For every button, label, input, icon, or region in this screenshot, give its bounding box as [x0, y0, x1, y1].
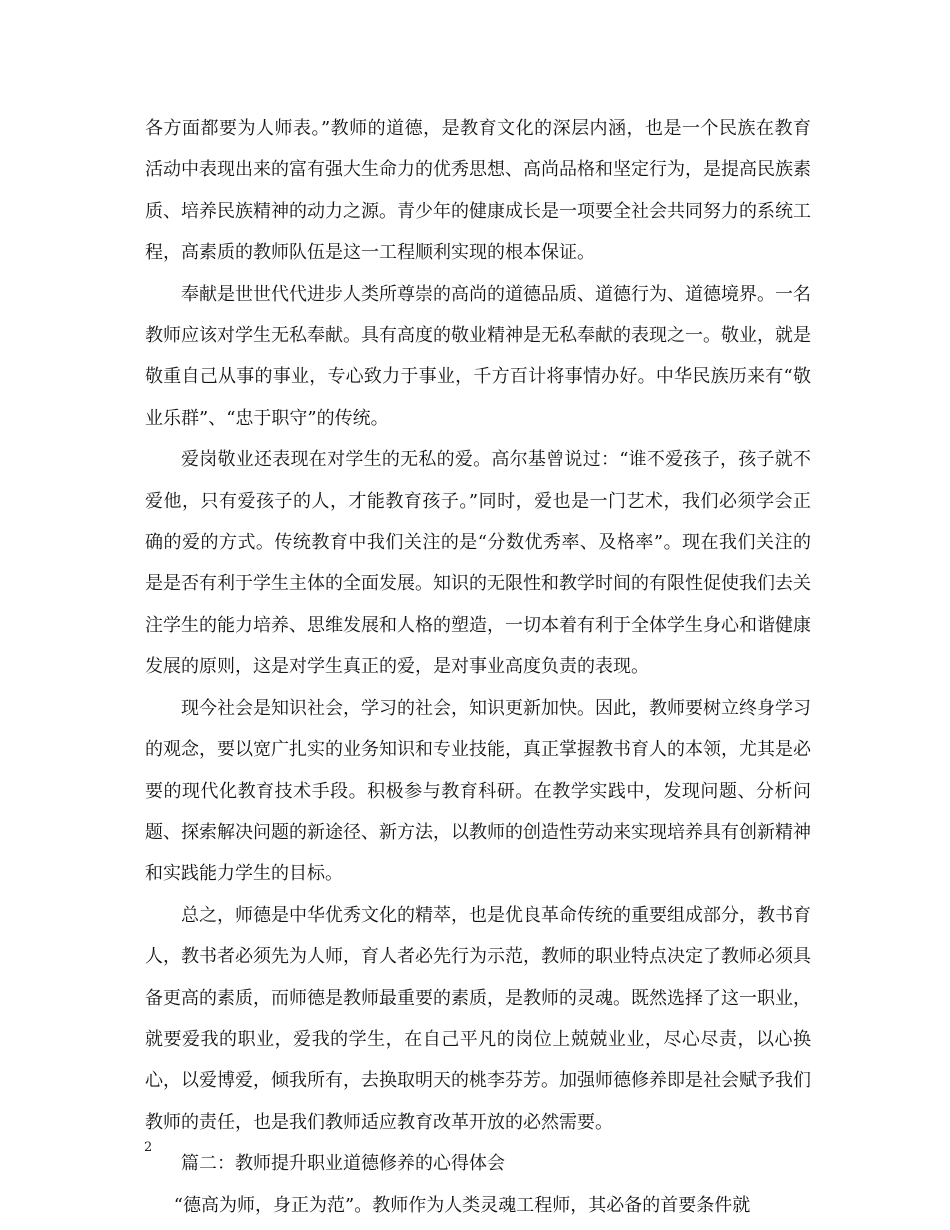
paragraph-1: 各方面都要为人师表。”教师的道德，是教育文化的深层内涵，也是一个民族在教育活动中表现出来的富有强大生命力的优秀思想、高尚品格和坚定行为，是提高民族素质、培养民族精神的动力之源。青少年的健康成长是一项要全社会共同努力的系统工程，高素质的教师队伍是这一工程顺利实现的根本保证。	[145, 118, 811, 264]
paragraph-7: “德高为师，身正为范”。教师作为人类灵魂工程师，其必备的首要条件就	[173, 1194, 751, 1216]
section-heading: 篇二：教师提升职业道德修养的心得体会	[181, 1153, 505, 1175]
paragraph-2: 奉献是世世代代进步人类所尊崇的高尚的道德品质、道德行为、道德境界。一名教师应该对学生无私奉献。具有高度的敬业精神是无私奉献的表现之一。敬业，就是敬重自己从事的事业，专心致力于事业，千方百计将事情办好。中华民族历来有“敬业乐群”、“忠于职守”的传统。	[145, 283, 811, 429]
page-number: 2	[144, 1140, 153, 1155]
paragraph-4: 现今社会是知识社会，学习的社会，知识更新加快。因此，教师要树立终身学习的观念，要以宽广扎实的业务知识和专业技能，真正掌握教书育人的本领，尤其是必要的现代化教育技术手段。积极参与教育科研。在教学实践中，发现问题、分析问题、探索解决问题的新途径、新方法，以教师的创造性劳动来实现培养具有创新精神和实践能力学生的目标。	[145, 697, 811, 885]
paragraph-5: 总之，师德是中华优秀文化的精萃，也是优良革命传统的重要组成部分，教书育人，教书者必须先为人师，育人者必先行为示范，教师的职业特点决定了教师必须具备更高的素质，而师德是教师最重要的素质，是教师的灵魂。既然选择了这一职业，就要爱我的职业，爱我的学生，在自己平凡的岗位上兢兢业业，尽心尽责，以心换心，以爱博爱，倾我所有，去换取明天的桃李芬芳。加强师德修养即是社会赋予我们教师的责任，也是我们教师适应教育改革开放的必然需要。	[145, 904, 811, 1133]
document-body	[145, 108, 811, 1226]
paragraph-3: 爱岗敬业还表现在对学生的无私的爱。高尔基曾说过：“谁不爱孩子，孩子就不爱他，只有爱孩子的人，才能教育孩子。”同时，爱也是一门艺术，我们必须学会正确的爱的方式。传统教育中我们关注的是“分数优秀率、及格率”。现在我们关注的是是否有利于学生主体的全面发展。知识的无限性和教学时间的有限性促使我们去关注学生的能力培养、思维发展和人格的塑造，一切本着有利于全体学生身心和谐健康发展的原则，这是对学生真正的爱，是对事业高度负责的表现。	[145, 449, 811, 678]
